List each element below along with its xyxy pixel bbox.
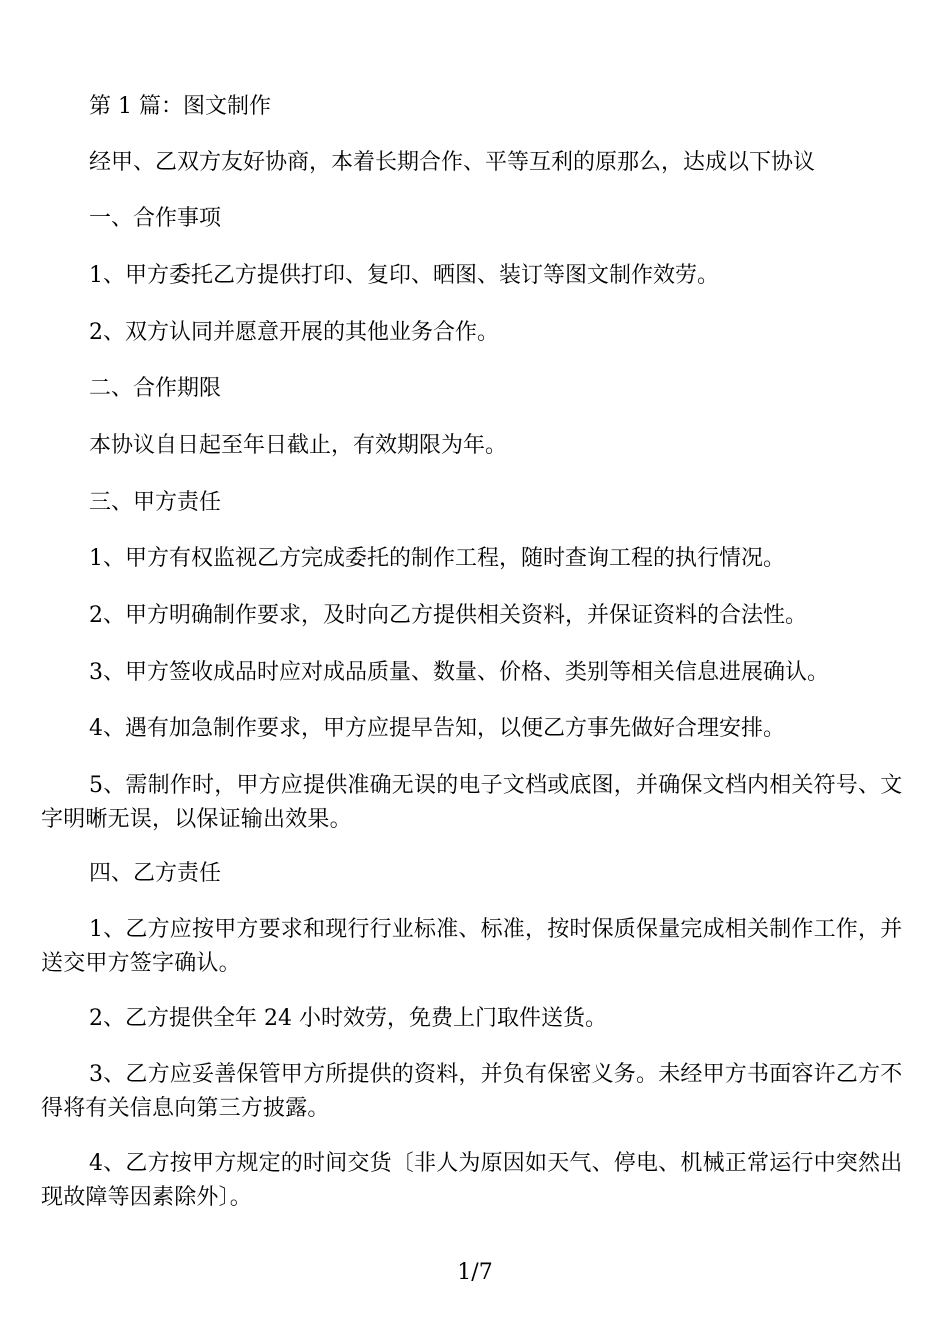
section-heading-cooperation-items: 一、合作事项 <box>89 206 222 231</box>
party-b-item-4: 4、乙方按甲方规定的时间交货〔非人为原因如天气、停电、机械正常运行中突然出现故障等因素除外〕。 <box>41 1151 903 1210</box>
party-a-item-5: 5、需制作时，甲方应提供准确无误的电子文档或底图，并确保文档内相关符号、文字明晰无误，以保证输出效果。 <box>41 773 903 832</box>
cooperation-item-2: 2、双方认同并愿意开展的其他业务合作。 <box>89 320 499 345</box>
party-b-item-3: 3、乙方应妥善保管甲方所提供的资料，并负有保密义务。未经甲方书面容许乙方不得将有关信息向第三方披露。 <box>41 1062 903 1121</box>
cooperation-item-1: 1、甲方委托乙方提供打印、复印、晒图、装订等图文制作效劳。 <box>89 263 719 288</box>
party-b-item-2: 2、乙方提供全年 24 小时效劳，免费上门取件送货。 <box>89 1006 607 1031</box>
party-a-item-2: 2、甲方明确制作要求，及时向乙方提供相关资料，并保证资料的合法性。 <box>89 603 807 628</box>
intro-paragraph: 经甲、乙双方友好协商，本着长期合作、平等互利的原那么，达成以下协议 <box>89 150 816 175</box>
document-title: 第 1 篇：图文制作 <box>89 94 271 119</box>
section-heading-term: 二、合作期限 <box>89 376 222 401</box>
party-a-item-3: 3、甲方签收成品时应对成品质量、数量、价格、类别等相关信息进展确认。 <box>89 660 829 685</box>
party-b-item-1: 1、乙方应按甲方要求和现行行业标准、标准，按时保质保量完成相关制作工作，并送交甲方签字确认。 <box>41 917 903 976</box>
party-a-item-4: 4、遇有加急制作要求，甲方应提早告知，以便乙方事先做好合理安排。 <box>89 716 785 741</box>
term-paragraph: 本协议自日起至年日截止，有效期限为年。 <box>89 433 508 458</box>
section-heading-party-b: 四、乙方责任 <box>89 861 222 886</box>
party-a-item-1: 1、甲方有权监视乙方完成委托的制作工程，随时查询工程的执行情况。 <box>89 546 785 571</box>
section-heading-party-a: 三、甲方责任 <box>89 490 222 515</box>
page-number: 1/7 <box>457 1260 493 1285</box>
